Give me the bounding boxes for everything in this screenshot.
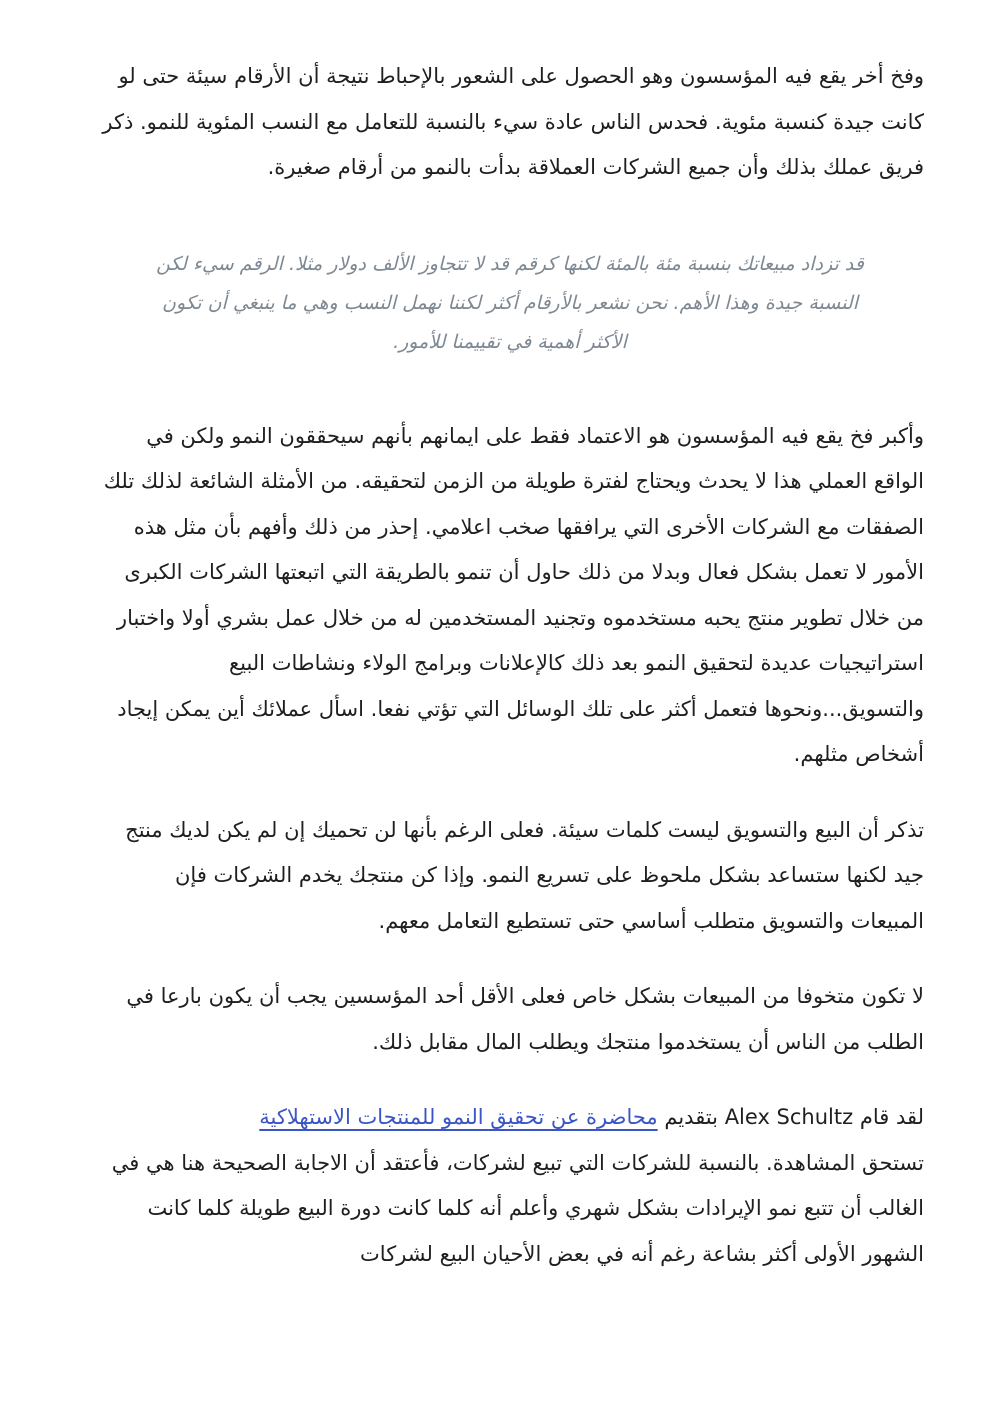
- p5-rest: تستحق المشاهدة. بالنسبة للشركات التي تبيع لشركات، فأعتقد أن الاجابة الصحيحة هنا هي في الغالب أن تتبع نمو الإيرادات بشكل شهري وأعلم أنه كلما كانت دورة البيع طويلة كلما كانت الشهور الأولى أكثر بشاعة رغم أنه في بعض الأحيان البيع لشركات: [111, 1150, 924, 1266]
- p5-prefix: لقد قام: [859, 1105, 924, 1129]
- paragraph-alex-schultz: [96, 1095, 924, 1277]
- lecture-link[interactable]: محاضرة عن تحقيق النمو للمنتجات الاستهلاكية: [259, 1105, 658, 1129]
- article-body: [96, 54, 924, 1277]
- paragraph-growth-trap: وأكبر فخ يقع فيه المؤسسون هو الاعتماد فقط على ايمانهم بأنهم سيحققون النمو ولكن في الواقع العملي هذا لا يحدث ويحتاج لفترة طويلة من الزمن لتحقيقه. من الأمثلة الشائعة لذلك تلك الصفقات مع الشركات الأخرى التي يرافقها صخب اعلامي. إحذر من ذلك وأفهم بأن مثل هذه الأمور لا تعمل بشكل فعال وبدلا من ذلك حاول أن تنمو بالطريقة التي اتبعتها الشركات الكبرى من خلال تطوير منتج يحبه مستخدموه وتجنيد المستخدمين له من خلال عمل بشري أولا واختبار استراتيجيات عديدة لتحقيق النمو بعد ذلك كالإعلانات وبرامج الولاء ونشاطات البيع والتسويق...ونحوها فتعمل أكثر على تلك الوسائل التي تؤتي نفعا. اسأل عملائك أين يمكن إيجاد أشخاص مثلهم.: [103, 423, 924, 766]
- pull-quote: قد تزداد مبيعاتك بنسبة مئة بالمئة لكنها كرقم قد لا تتجاوز الألف دولار مثلا. الرقم سيء لكن النسبة جيدة وهذا الأهم. نحن نشعر بالأرقام أكثر لكننا نهمل النسب وهي ما ينبغي أن تكون الأكثر أهمية في تقييمنا للأمور.: [156, 252, 864, 353]
- speaker-name: Alex Schultz: [724, 1105, 854, 1129]
- p5-mid: بتقديم: [664, 1105, 718, 1129]
- paragraph-sales-fear: لا تكون متخوفا من المبيعات بشكل خاص فعلى الأقل أحد المؤسسين يجب أن يكون بارعا في الطلب من الناس أن يستخدموا منتجك ويطلب المال مقابل ذلك.: [126, 984, 924, 1054]
- paragraph-percentages: وفخ أخر يقع فيه المؤسسون وهو الحصول على الشعور بالإحباط نتيجة أن الأرقام سيئة حتى لو كانت جيدة كنسبة مئوية. فحدس الناس عادة سيء بالنسبة للتعامل مع النسب المئوية للنمو. ذكر فريق عملك بذلك وأن جميع الشركات العملاقة بدأت بالنمو من أرقام صغيرة.: [102, 64, 924, 179]
- paragraph-sales-marketing: تذكر أن البيع والتسويق ليست كلمات سيئة. فعلى الرغم بأنها لن تحميك إن لم يكن لديك منتج جيد لكنها ستساعد بشكل ملحوظ على تسريع النمو. وإذا كن منتجك يخدم الشركات فإن المبيعات والتسويق متطلب أساسي حتى تستطيع التعامل معهم.: [125, 817, 924, 933]
